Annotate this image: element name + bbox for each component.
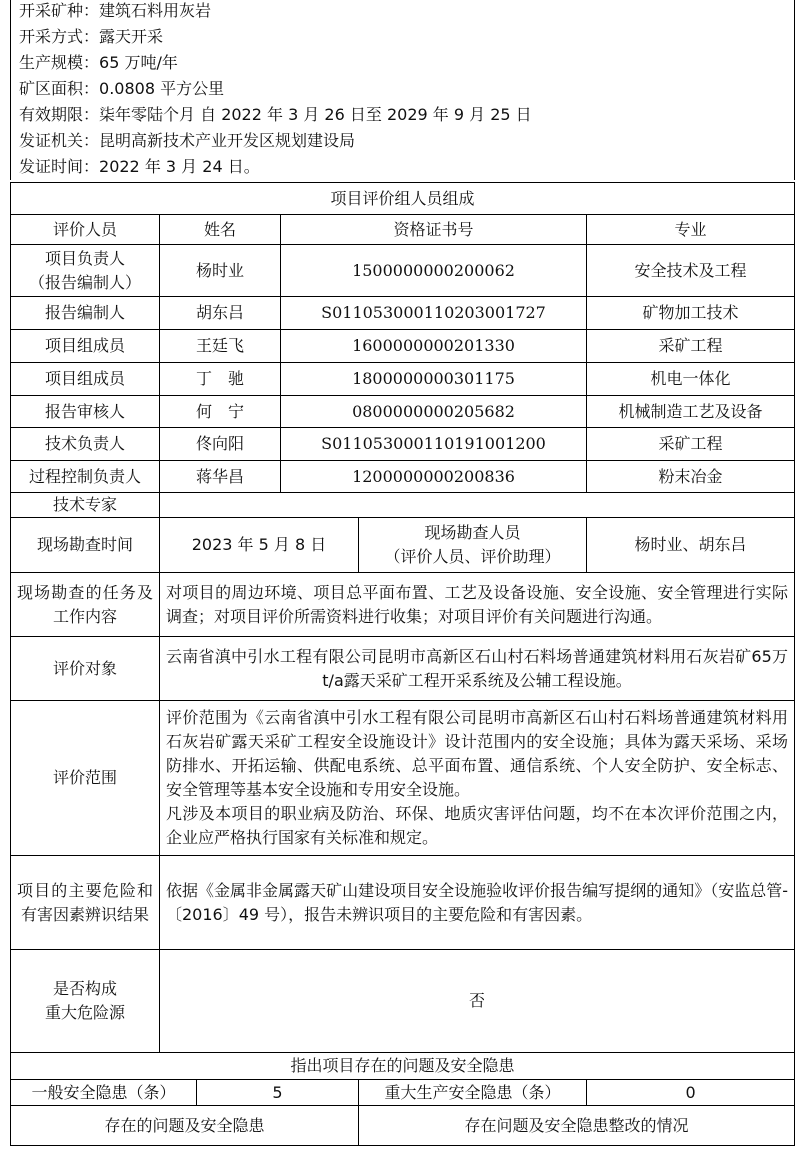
issues-count-row: [11, 1080, 795, 1106]
team-name: 杨时业: [160, 245, 281, 297]
team-major: 采矿工程: [587, 330, 795, 363]
team-row: [11, 297, 795, 330]
team-major: 机械制造工艺及设备: [587, 396, 795, 428]
team-cert: 1600000000201330: [281, 330, 587, 363]
site-task-row: [11, 573, 795, 637]
info-mining-method: 开采方式：露天开采: [19, 27, 164, 46]
header-cert: 资格证书号: [281, 215, 587, 245]
team-name: 丁 驰: [160, 363, 281, 396]
hazard-row: [11, 856, 795, 950]
team-cert: 1200000000200836: [281, 461, 587, 493]
team-major: 安全技术及工程: [587, 245, 795, 297]
evaluation-table: [10, 182, 795, 1146]
team-row: [11, 461, 795, 493]
info-mine-area: 矿区面积：0.0808 平方公里: [19, 79, 225, 98]
expert-row: [11, 493, 795, 518]
info-production-scale: 生产规模：65 万吨/年: [19, 53, 178, 72]
info-validity: 有效期限：柒年零陆个月 自 2022 年 3 月 26 日至 2029 年 9 月 25 日: [19, 105, 532, 124]
team-row: [11, 330, 795, 363]
general-hazard-count: 5: [197, 1080, 359, 1106]
team-cert: S011053000110203001727: [281, 297, 587, 330]
license-info: [10, 0, 795, 180]
team-row: [11, 428, 795, 461]
site-task-label: 现场勘查的任务及工作内容: [11, 573, 160, 637]
team-cert: S011053000110191001200: [281, 428, 587, 461]
site-time-label: 现场勘查时间: [11, 518, 160, 573]
team-role: 报告编制人: [11, 297, 160, 330]
team-cert: 0800000000205682: [281, 396, 587, 428]
team-title-row: [11, 183, 795, 215]
general-hazard-label: 一般安全隐患（条）: [11, 1080, 197, 1106]
object-label: 评价对象: [11, 637, 160, 701]
site-staff-label: 现场勘查人员 （评价人员、评价助理）: [359, 518, 587, 573]
team-row: [11, 396, 795, 428]
hazard-value: 依据《金属非金属露天矿山建设项目安全设施验收评价报告编写提纲的通知》（安监总管-〔2016〕49 号），报告未辨识项目的主要危险和有害因素。: [160, 856, 795, 950]
site-time-row: [11, 518, 795, 573]
object-row: [11, 637, 795, 701]
major-hazard-row: [11, 950, 795, 1053]
team-name: 佟向阳: [160, 428, 281, 461]
expert-label: 技术专家: [11, 493, 160, 518]
header-major: 专业: [587, 215, 795, 245]
team-name: 蒋华昌: [160, 461, 281, 493]
team-major: 机电一体化: [587, 363, 795, 396]
expert-value: [160, 493, 795, 518]
team-cert: 1500000000200062: [281, 245, 587, 297]
major-hazard-count-label: [359, 1080, 587, 1106]
issues-col-left: 存在的问题及安全隐患: [11, 1106, 359, 1146]
hazard-label: 项目的主要危险和有害因素辨识结果: [11, 856, 160, 950]
issues-columns-row: [11, 1106, 795, 1146]
issues-title-row: [11, 1053, 795, 1080]
object-value: 云南省滇中引水工程有限公司昆明市高新区石山村石料场普通建筑材料用石灰岩矿65万t/a露天采矿工程开采系统及公辅工程设施。: [160, 637, 795, 701]
team-role: 项目组成员: [11, 330, 160, 363]
major-hazard-count-label-text: 重大生产安全隐患（条）: [384, 1082, 561, 1102]
site-time-value: 2023 年 5 月 8 日: [160, 518, 359, 573]
issues-col-right: 存在问题及安全隐患整改的情况: [359, 1106, 795, 1146]
major-hazard-value: 否: [160, 950, 795, 1053]
team-role: 技术负责人: [11, 428, 160, 461]
scope-label: 评价范围: [11, 701, 160, 856]
major-hazard-label: 是否构成 重大危险源: [11, 950, 160, 1053]
scope-row: [11, 701, 795, 856]
team-major: 粉末冶金: [587, 461, 795, 493]
team-name: 何 宁: [160, 396, 281, 428]
info-issue-date: 发证时间：2022 年 3 月 24 日。: [19, 157, 260, 176]
info-mineral-type: 开采矿种：建筑石料用灰岩: [19, 1, 212, 20]
major-hazard-count: 0: [587, 1080, 795, 1106]
scope-paragraph-2: 凡涉及本项目的职业病及防治、环保、地质灾害评估问题，均不在本次评价范围之内，企业应严格执行国家有关标准和规定。: [166, 804, 789, 847]
team-name: 胡东吕: [160, 297, 281, 330]
team-role-cell: 项目负责人 （报告编制人）: [11, 245, 160, 297]
team-major: 采矿工程: [587, 428, 795, 461]
team-header-row: [11, 215, 795, 245]
team-role: 过程控制负责人: [11, 461, 160, 493]
header-name: 姓名: [160, 215, 281, 245]
site-task-value: 对项目的周边环境、项目总平面布置、工艺及设备设施、安全设施、安全管理进行实际调查；对项目评价所需资料进行收集；对项目评价有关问题进行沟通。: [160, 573, 795, 637]
info-issuing-authority: 发证机关：昆明高新技术产业开发区规划建设局: [19, 131, 356, 150]
team-row: [11, 245, 795, 297]
scope-paragraph-1: 评价范围为《云南省滇中引水工程有限公司昆明市高新区石山村石料场普通建筑材料用石灰岩矿露天采矿工程安全设施设计》设计范围内的安全设施；具体为露天采场、采场防排水、开拓运输、供配电系统、总平面布置、通信系统、个人安全防护、安全标志、安全管理等基本安全设施和专用安全设施。: [166, 708, 789, 799]
issues-title: 指出项目存在的问题及安全隐患: [11, 1053, 795, 1080]
team-cert: 1800000000301175: [281, 363, 587, 396]
header-role: 评价人员: [11, 215, 160, 245]
team-row: [11, 363, 795, 396]
team-role: 报告审核人: [11, 396, 160, 428]
team-name: 王廷飞: [160, 330, 281, 363]
site-staff-value: 杨时业、胡东吕: [587, 518, 795, 573]
scope-value: [160, 701, 795, 856]
team-title: 项目评价组人员组成: [11, 183, 795, 215]
team-role: 项目组成员: [11, 363, 160, 396]
team-major: 矿物加工技术: [587, 297, 795, 330]
